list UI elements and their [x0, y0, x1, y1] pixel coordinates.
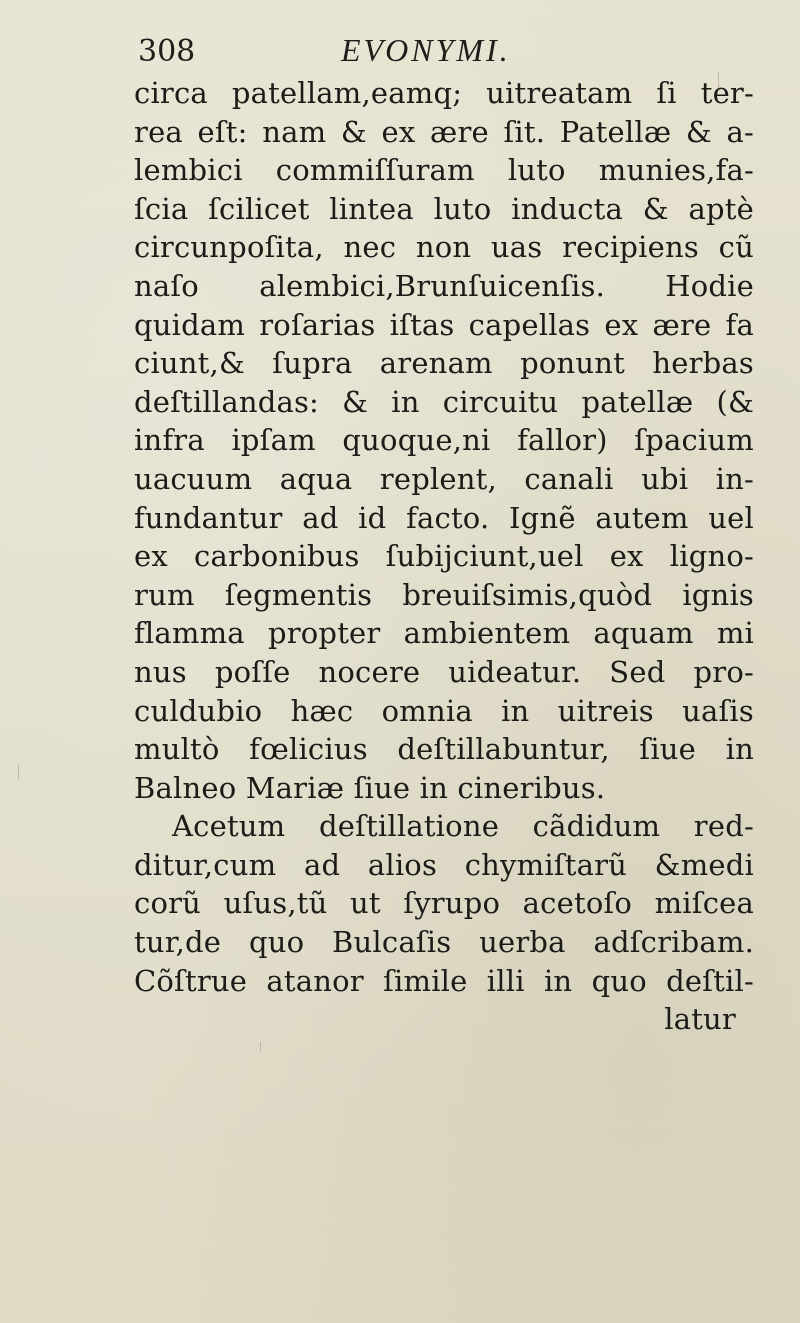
text-line: Cõſtrue atanor ſimile illi in quo deſtil-	[134, 963, 754, 998]
paper-blemish	[718, 72, 719, 90]
text-line: circunpoſita, nec non uas recipiens cũ	[134, 230, 754, 265]
page-number: 308	[138, 34, 196, 69]
text-line: rea eſt: nam & ex ære ſit. Patellæ & a-	[134, 114, 754, 149]
paper-blemish	[18, 765, 19, 779]
text-line: fundantur ad id facto. Ignẽ autem uel	[134, 500, 754, 535]
text-line: ditur,cum ad alios chymiſtarũ &medi	[134, 847, 754, 882]
running-head: EVONYMI.	[341, 32, 511, 68]
paragraph-start-line: Acetum deſtillatione cãdidum red-	[172, 809, 754, 844]
text-line: deſtillandas: & in circuitu patellæ (&	[134, 384, 754, 419]
text-line: infra ipſam quoque,ni fallor) ſpacium	[134, 423, 754, 458]
body-text	[134, 74, 754, 1039]
text-line: ſcia ſcilicet lintea luto inducta & aptè	[134, 191, 754, 226]
text-line: naſo alembici,Brunſuicenſis. Hodie	[134, 268, 754, 303]
text-line: quidam roſarias iſtas capellas ex ære fa	[134, 307, 754, 342]
text-line: lembici commiſſuram luto munies,fa-	[134, 153, 754, 188]
paper-blemish	[260, 1042, 261, 1052]
text-line: nus poſſe nocere uideatur. Sed pro-	[134, 654, 754, 689]
text-line: tur,de quo Bulcaſis uerba adſcribam.	[134, 925, 754, 960]
catchword: latur	[664, 1002, 736, 1037]
text-line: circa patellam,eamq; uitreatam ſi ter-	[134, 76, 754, 110]
page-header	[138, 32, 698, 76]
text-line: Balneo Mariæ ſiue in cineribus.	[134, 770, 606, 805]
text-line: uacuum aqua replent, canali ubi in-	[134, 461, 754, 496]
text-line: multò fœlicius deſtillabuntur, ſiue in	[134, 732, 754, 767]
text-line: rum ſegmentis breuiſsimis,quòd ignis	[134, 577, 754, 612]
text-line: ciunt,& ſupra arenam ponunt herbas	[134, 346, 754, 381]
text-line: ex carbonibus ſubijciunt,uel ex ligno-	[134, 539, 754, 574]
text-line: corũ uſus,tũ ut ſyrupo acetoſo miſcea	[134, 886, 754, 921]
text-line: flamma propter ambientem aquam mi	[134, 616, 754, 651]
text-line: culdubio hæc omnia in uitreis uaſis	[134, 693, 754, 728]
